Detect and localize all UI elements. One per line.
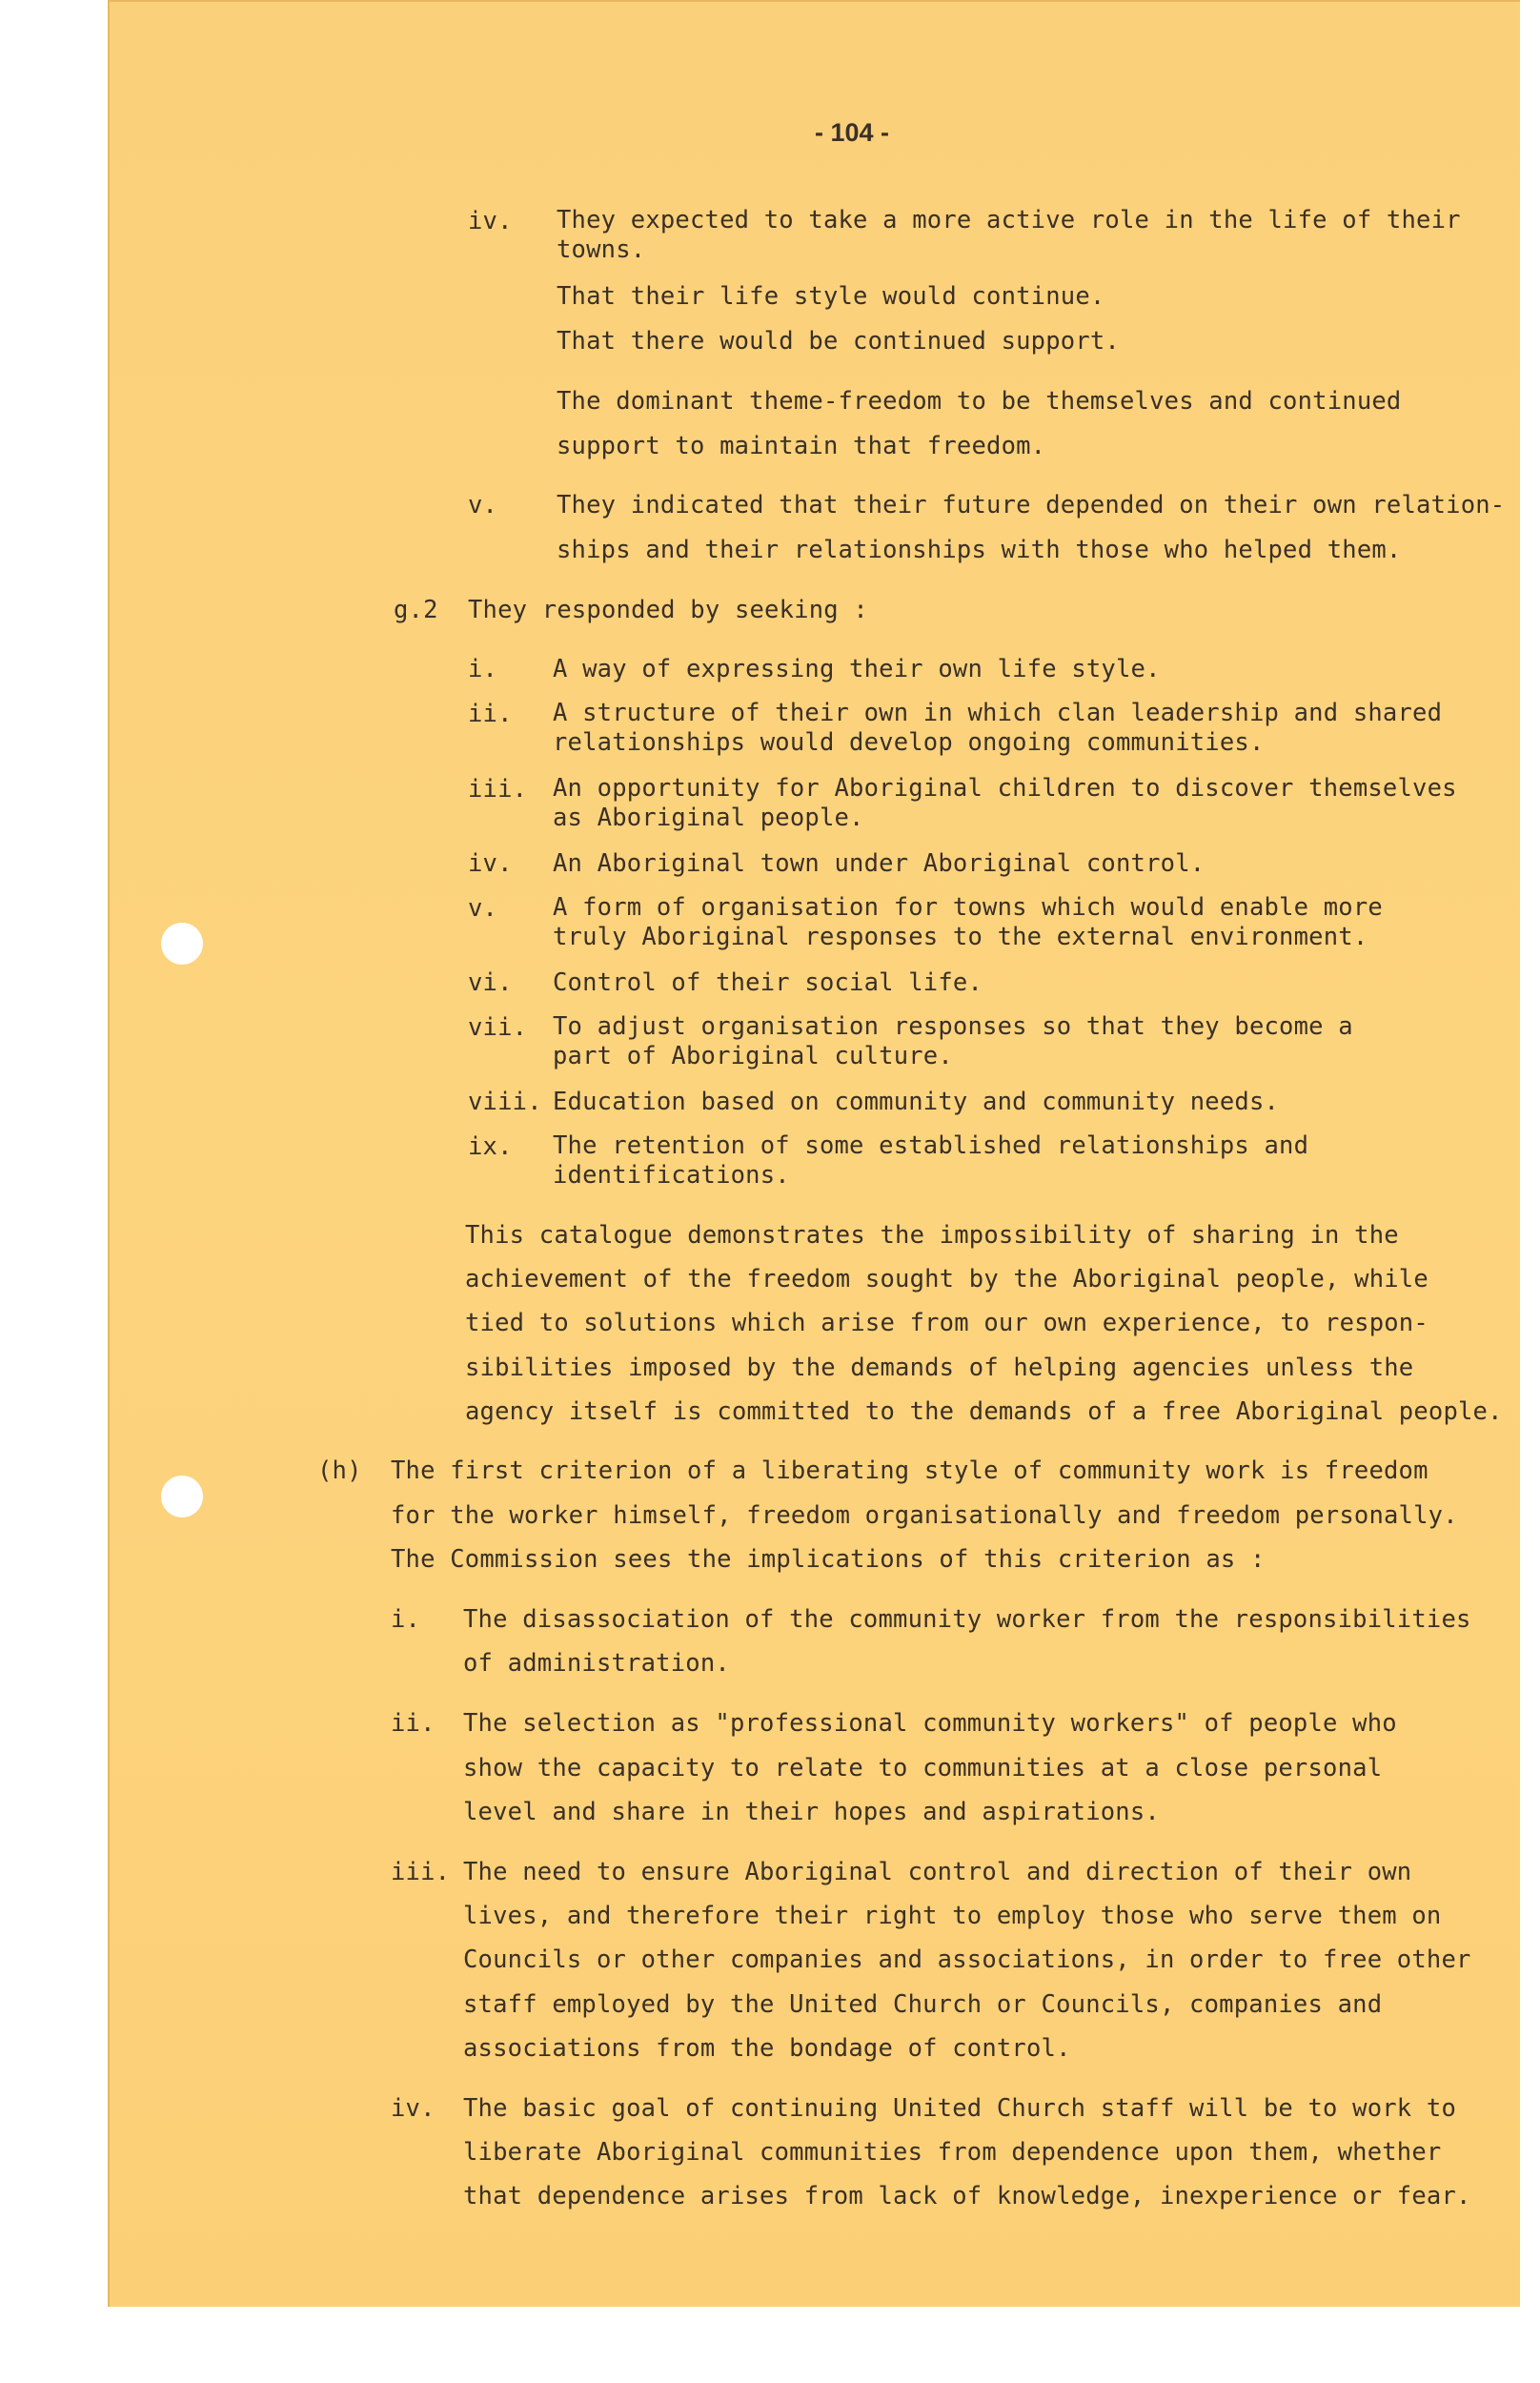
item-text-line: towns. bbox=[557, 235, 646, 264]
section-label: (h) bbox=[317, 1456, 362, 1485]
item-text-line: The selection as "professional community workers" of people who bbox=[463, 1709, 1397, 1738]
item-text-line: A form of organisation for towns which would enable more bbox=[553, 893, 1383, 922]
item-number: ix. bbox=[468, 1132, 513, 1161]
intro-line: The Commission sees the implications of this criterion as : bbox=[391, 1545, 1266, 1574]
item-number: iii. bbox=[391, 1858, 451, 1886]
item-text-line: The disassociation of the community worker from the responsibilities bbox=[463, 1605, 1471, 1634]
item-text-line: ships and their relationships with those who helped them. bbox=[557, 536, 1402, 564]
item-text-line: An opportunity for Aboriginal children to discover themselves bbox=[553, 774, 1457, 803]
punch-hole bbox=[161, 1476, 203, 1517]
item-text-line: that dependence arises from lack of knowledge, inexperience or fear. bbox=[463, 2182, 1471, 2210]
item-text-line: An Aboriginal town under Aboriginal control. bbox=[553, 849, 1206, 878]
item-number: i. bbox=[468, 655, 498, 683]
item-text-line: liberate Aboriginal communities from dependence upon them, whether bbox=[463, 2138, 1442, 2167]
summary-line: tied to solutions which arise from our own experience, to respon- bbox=[465, 1309, 1429, 1337]
item-number: vi. bbox=[468, 968, 513, 997]
item-text-line: staff employed by the United Church or Councils, companies and bbox=[463, 1990, 1383, 2019]
item-number: v. bbox=[468, 491, 498, 519]
intro-line: The first criterion of a liberating style of community work is freedom bbox=[391, 1456, 1429, 1485]
item-number: iv. bbox=[391, 2094, 436, 2123]
item-number: ii. bbox=[468, 700, 513, 728]
item-text-line: They indicated that their future depended on their own relation- bbox=[557, 491, 1506, 519]
item-number: iii. bbox=[468, 775, 528, 804]
item-number: iv. bbox=[468, 849, 513, 878]
summary-line: agency itself is committed to the demands of a free Aboriginal people. bbox=[465, 1397, 1503, 1426]
item-text-line: They expected to take a more active role in the life of their bbox=[557, 206, 1461, 234]
item-text-line: The retention of some established relationships and bbox=[553, 1131, 1309, 1160]
item-text-line: associations from the bondage of control. bbox=[463, 2034, 1071, 2063]
punch-hole bbox=[161, 923, 203, 965]
item-text-line: level and share in their hopes and aspirations. bbox=[463, 1798, 1160, 1826]
item-text-line: The need to ensure Aboriginal control and direction of their own bbox=[463, 1858, 1412, 1886]
item-text-line: truly Aboriginal responses to the external environment. bbox=[553, 923, 1368, 951]
item-text-line: show the capacity to relate to communities at a close personal bbox=[463, 1754, 1383, 1782]
item-text-line: That their life style would continue. bbox=[557, 282, 1105, 311]
item-text-line: of administration. bbox=[463, 1649, 730, 1678]
item-number: i. bbox=[391, 1605, 421, 1634]
summary-line: achievement of the freedom sought by the Aboriginal people, while bbox=[465, 1265, 1429, 1293]
item-text-line: A way of expressing their own life style. bbox=[553, 655, 1161, 683]
section-heading: They responded by seeking : bbox=[468, 596, 868, 624]
summary-line: sibilities imposed by the demands of helping agencies unless the bbox=[465, 1354, 1414, 1382]
item-text-line: lives, and therefore their right to employ those who serve them on bbox=[463, 1902, 1442, 1930]
item-text-line: as Aboriginal people. bbox=[553, 804, 864, 832]
item-number: viii. bbox=[468, 1088, 542, 1116]
item-text-line: support to maintain that freedom. bbox=[557, 432, 1046, 460]
item-text-line: A structure of their own in which clan leadership and shared bbox=[553, 699, 1443, 727]
item-text-line: part of Aboriginal culture. bbox=[553, 1042, 953, 1070]
item-text-line: relationships would develop ongoing communities. bbox=[553, 728, 1265, 757]
item-number: vii. bbox=[468, 1013, 528, 1042]
intro-line: for the worker himself, freedom organisationally and freedom personally. bbox=[391, 1501, 1458, 1530]
item-text-line: Councils or other companies and associations, in order to free other bbox=[463, 1945, 1471, 1974]
item-number: ii. bbox=[391, 1709, 436, 1738]
item-text-line: Education based on community and community needs. bbox=[553, 1088, 1280, 1116]
item-text-line: That there would be continued support. bbox=[557, 327, 1120, 356]
item-text-line: identifications. bbox=[553, 1161, 790, 1190]
item-text-line: Control of their social life. bbox=[553, 968, 983, 997]
item-text-line: To adjust organisation responses so that they become a bbox=[553, 1012, 1353, 1041]
item-text-line: The dominant theme-freedom to be themselves and continued bbox=[557, 387, 1402, 416]
summary-line: This catalogue demonstrates the impossibility of sharing in the bbox=[465, 1221, 1399, 1250]
section-label: g.2 bbox=[394, 596, 438, 624]
item-number: iv. bbox=[468, 207, 513, 235]
page-number: - 104 - bbox=[815, 118, 890, 147]
item-number: v. bbox=[468, 894, 498, 923]
item-text-line: The basic goal of continuing United Church staff will be to work to bbox=[463, 2094, 1457, 2123]
